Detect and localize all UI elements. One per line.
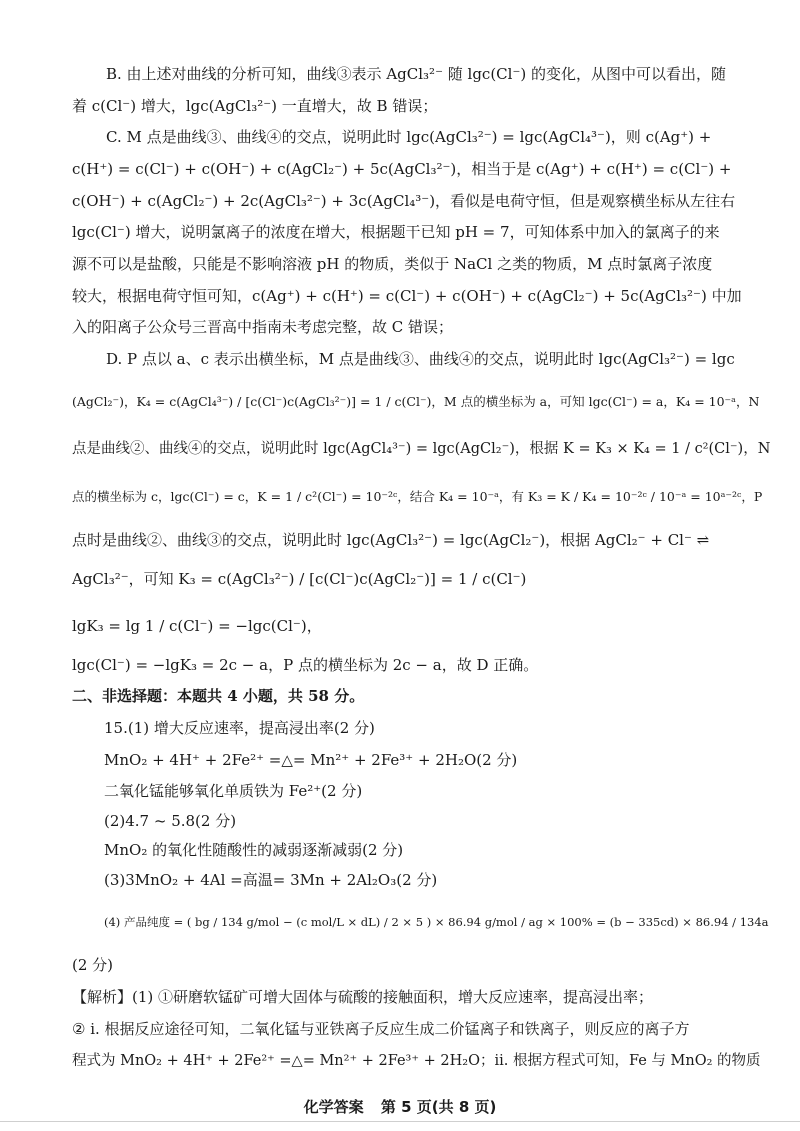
- text-line: 入的阳离子公众号三晋高中指南未考虑完整，故 C 错误；: [72, 318, 454, 336]
- analysis-line: 【解析】(1) ①研磨软锰矿可增大固体与硫酸的接触面积，增大反应速率，提高浸出率；: [72, 988, 654, 1006]
- text-line: AgCl₃²⁻，可知 K₃ = c(AgCl₃²⁻) / [c(Cl⁻)c(AgCl₂⁻)] = 1 / c(Cl⁻): [72, 570, 527, 588]
- text-line: B. 由上述对曲线的分析可知，曲线③表示 AgCl₃²⁻ 随 lgc(Cl⁻) 的变化，从图中可以看出，随: [106, 65, 726, 83]
- section-heading: 二、非选择题：本题共 4 小题，共 58 分。: [72, 687, 365, 705]
- text-line: MnO₂ 的氧化性随酸性的减弱逐渐减弱(2 分): [104, 841, 404, 859]
- footer-page-number: 第 5 页(共 8 页): [380, 1098, 497, 1116]
- footer-subject: 化学答案: [303, 1098, 364, 1116]
- text-line: 较大，根据电荷守恒可知，c(Ag⁺) + c(H⁺) = c(Cl⁻) + c(OH⁻) + c(AgCl₂⁻) + 5c(AgCl₃²⁻) 中加: [72, 287, 742, 305]
- text-line: 二氧化锰能够氧化单质铁为 Fe²⁺(2 分): [104, 782, 363, 800]
- formula-line: (4) 产品纯度 = ( bg / 134 g/mol − (c mol/L × dL) / 2 × 5 ) × 86.94 g/mol / ag × 100% = (b − 335cd) × 86.94 / 134a: [104, 915, 769, 929]
- text-line: D. P 点以 a、c 表示出横坐标，M 点是曲线③、曲线④的交点，说明此时 lgc(AgCl₃²⁻) = lgc: [106, 350, 735, 368]
- text-line: 着 c(Cl⁻) 增大，lgc(AgCl₃²⁻) 一直增大，故 B 错误；: [72, 97, 438, 115]
- text-line: C. M 点是曲线③、曲线④的交点，说明此时 lgc(AgCl₃²⁻) = lgc(AgCl₄³⁻)，则 c(Ag⁺) +: [106, 128, 712, 146]
- text-line: c(H⁺) = c(Cl⁻) + c(OH⁻) + c(AgCl₂⁻) + 5c(AgCl₃²⁻)，相当于是 c(Ag⁺) + c(H⁺) = c(Cl⁻) +: [72, 160, 732, 178]
- text-line: 程式为 MnO₂ + 4H⁺ + 2Fe²⁺ =△= Mn²⁺ + 2Fe³⁺ + 2H₂O；ⅱ. 根据方程式可知，Fe 与 MnO₂ 的物质: [72, 1053, 761, 1069]
- equation-line: MnO₂ + 4H⁺ + 2Fe²⁺ =△= Mn²⁺ + 2Fe³⁺ + 2H₂O(2 分): [104, 751, 518, 769]
- bottom-rule: [0, 1121, 800, 1122]
- text-line: (AgCl₂⁻)，K₄ = c(AgCl₄³⁻) / [c(Cl⁻)c(AgCl₃²⁻)] = 1 / c(Cl⁻)，M 点的横坐标为 a，可知 lgc(Cl⁻) = a，K₄ = 10⁻ᵃ，N: [72, 394, 760, 409]
- text-line: 15.(1) 增大反应速率，提高浸出率(2 分): [104, 719, 375, 737]
- equation-line: (3)3MnO₂ + 4Al =高温= 3Mn + 2Al₂O₃(2 分): [104, 871, 438, 889]
- text-line: 点时是曲线②、曲线③的交点，说明此时 lgc(AgCl₃²⁻) = lgc(AgCl₂⁻)，根据 AgCl₂⁻ + Cl⁻ ⇌: [72, 531, 710, 549]
- text-line: 源不可以是盐酸，只能是不影响溶液 pH 的物质，类似于 NaCl 之类的物质，M 点时氯离子浓度: [72, 255, 713, 273]
- text-line: 点的横坐标为 c，lgc(Cl⁻) = c，K = 1 / c²(Cl⁻) = 10⁻²ᶜ，结合 K₄ = 10⁻ᵃ，有 K₃ = K / K₄ = 10⁻²ᶜ / 10⁻ᵃ = 10ᵃ⁻²ᶜ，P: [72, 489, 763, 504]
- text-line: (2 分): [72, 956, 114, 974]
- text-line: lgc(Cl⁻) = −lgK₃ = 2c − a，P 点的横坐标为 2c − a，故 D 正确。: [72, 656, 539, 674]
- page-footer: [0, 1096, 800, 1117]
- text-line: lgc(Cl⁻) 增大，说明氯离子的浓度在增大，根据题干已知 pH = 7，可知体系中加入的氯离子的来: [72, 223, 720, 241]
- text-line: ② ⅰ. 根据反应途径可知，二氧化锰与亚铁离子反应生成二价锰离子和铁离子，则反应的离子方: [72, 1020, 690, 1038]
- text-line: (2)4.7 ~ 5.8(2 分): [104, 812, 237, 830]
- text-line: 点是曲线②、曲线④的交点，说明此时 lgc(AgCl₄³⁻) = lgc(AgCl₂⁻)，根据 K = K₃ × K₄ = 1 / c²(Cl⁻)，N: [72, 441, 771, 457]
- text-line: lgK₃ = lg 1 / c(Cl⁻) = −lgc(Cl⁻)，: [72, 617, 322, 635]
- text-line: c(OH⁻) + c(AgCl₂⁻) + 2c(AgCl₃²⁻) + 3c(AgCl₄³⁻)，看似是电荷守恒，但是观察横坐标从左往右: [72, 192, 736, 210]
